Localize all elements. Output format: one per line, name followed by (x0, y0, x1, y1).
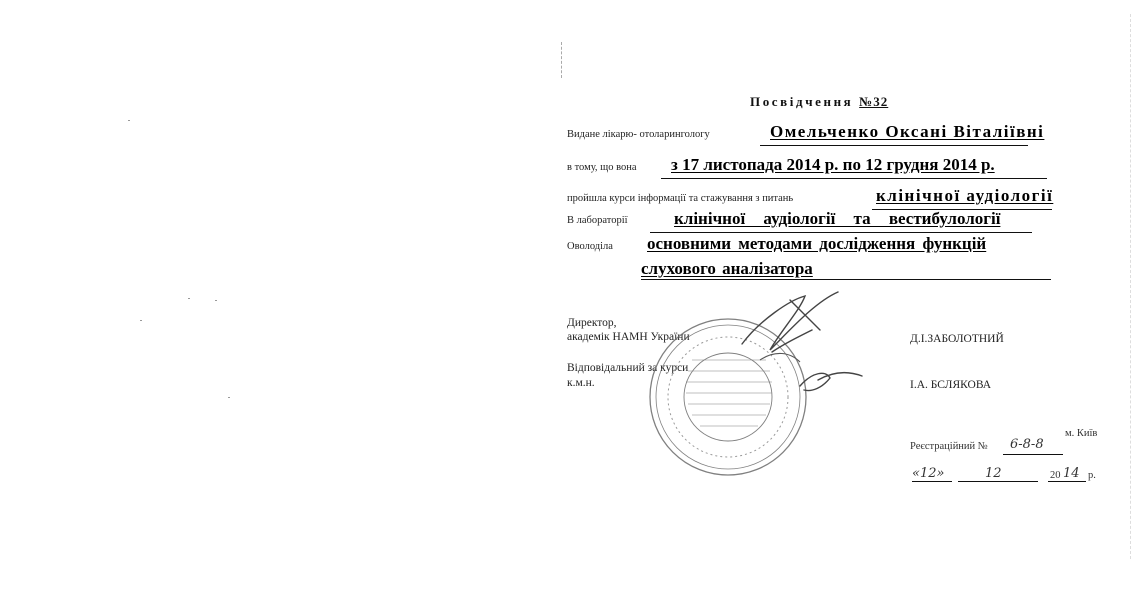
issued-to-label: Видане лікарю- отоларингологу (567, 129, 710, 140)
registration-number-underline (1003, 454, 1063, 455)
course-value: клінічної аудіології (876, 186, 1054, 205)
responsible-name: І.А. БСЛЯКОВА (910, 379, 992, 391)
registration-city: м. Київ (1065, 428, 1098, 439)
registration-month-underline (958, 481, 1038, 482)
certificate-title-text: Посвідчення (750, 94, 854, 109)
mastered-value-line1: основними методами дослідження функцій (647, 234, 987, 253)
issued-to-value: Омельченко Оксані Віталіївні (770, 122, 1045, 141)
registration-day: «12» (912, 466, 945, 481)
registration-month: 12 (985, 466, 1002, 481)
course-label: пройшла курси інформації та стажування з питань (567, 193, 794, 204)
responsible-title: Відповідальний за курси (567, 362, 689, 374)
certificate-number: №32 (859, 94, 889, 109)
period-label: в тому, що вона (567, 162, 637, 173)
registration-year-prefix: 20 (1050, 470, 1061, 481)
registration-label: Реєстраційний № (910, 441, 988, 452)
laboratory-value: клінічної аудіології та вестибулології (674, 209, 1001, 228)
director-title: Директор, (567, 317, 617, 329)
mastered-value-line2: слухового аналізатора (641, 259, 813, 278)
registration-number: 6-8-8 (1010, 437, 1044, 452)
mastered-label: Оволоділа (567, 241, 613, 252)
registration-year-unit: р. (1088, 470, 1096, 481)
registration-year-suffix: 14 (1063, 466, 1080, 481)
director-rank: академік НАМН України (567, 331, 690, 343)
laboratory-label: В лабораторії (567, 215, 628, 226)
responsible-degree: к.м.н. (567, 377, 595, 389)
registration-year-underline (1048, 481, 1086, 482)
registration-day-underline (912, 481, 952, 482)
period-value: з 17 листопада 2014 р. по 12 грудня 2014 р. (671, 155, 995, 174)
director-name: Д.І.ЗАБОЛОТНИЙ (910, 333, 1004, 345)
